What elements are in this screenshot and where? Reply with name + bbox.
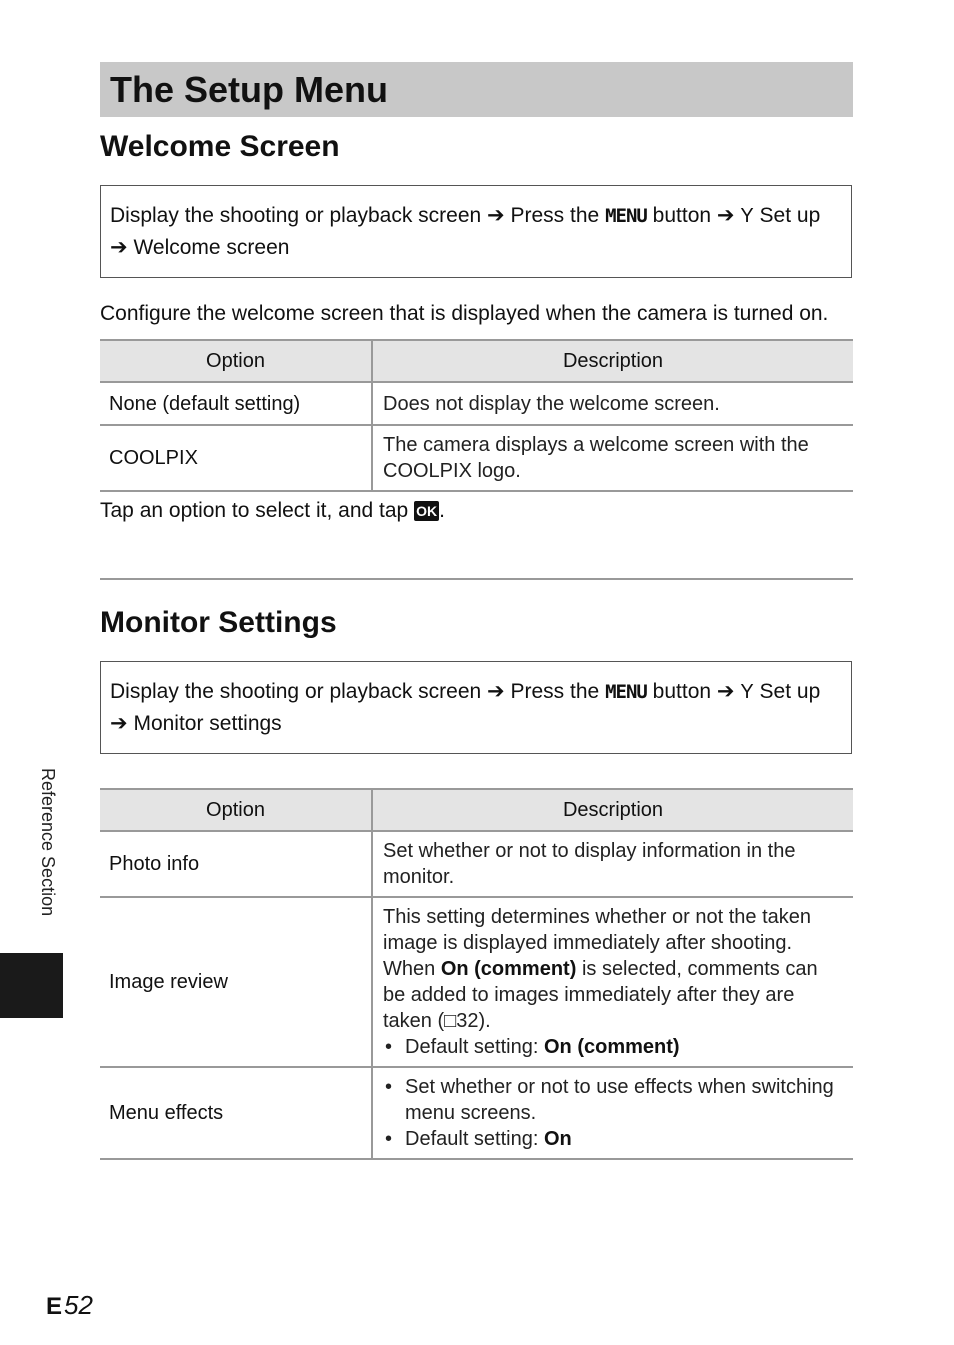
option-cell: Photo info <box>100 831 372 897</box>
monitor-nav-path <box>100 661 852 754</box>
default-list <box>383 1034 844 1060</box>
section-tab-marker <box>0 953 63 1018</box>
option-cell: Menu effects <box>100 1067 372 1159</box>
welcome-intro: Configure the welcome screen that is displayed when the camera is turned on. <box>100 302 829 325</box>
default-value: On <box>543 1128 572 1150</box>
column-header-option: Option <box>100 789 372 831</box>
reference-section-icon: E <box>46 1293 63 1320</box>
table-row <box>100 897 853 1067</box>
desc-text: This setting determines whether or not the taken image is displayed immediately after shooting. When <box>383 906 812 980</box>
description-cell: Does not display the welcome screen. <box>372 382 853 425</box>
nav-text: Set up <box>759 204 821 227</box>
section-divider <box>100 578 853 580</box>
wrench-icon: Y <box>740 681 754 703</box>
arrow-right-icon: ➔ <box>716 204 735 227</box>
welcome-nav-path <box>100 185 852 278</box>
nav-text: Display the shooting or playback screen <box>110 680 482 703</box>
wrench-icon: Y <box>740 205 754 227</box>
description-cell: Set whether or not to display information in the monitor. <box>372 831 853 897</box>
tap-end: . <box>439 499 445 522</box>
column-header-description: Description <box>372 789 853 831</box>
arrow-right-icon: ➔ <box>716 680 735 703</box>
list-item: • Set whether or not to use effects when switching menu screens. <box>405 1074 844 1126</box>
column-header-option: Option <box>100 340 372 382</box>
arrow-right-icon: ➔ <box>487 204 505 227</box>
book-reference-icon: □ <box>444 1010 457 1032</box>
default-label: Default setting: <box>405 1128 539 1150</box>
monitor-settings-heading: Monitor Settings <box>100 606 337 639</box>
menu-button-icon: MENU <box>605 205 647 227</box>
default-value: On (comment) <box>543 1036 680 1058</box>
page-title-bar <box>100 62 853 117</box>
welcome-screen-heading: Welcome Screen <box>100 130 340 163</box>
table-row <box>100 1067 853 1159</box>
desc-text: is selected, comments can be added to images immediately after they are taken ( <box>383 958 818 1032</box>
arrow-right-icon: ➔ <box>110 712 128 735</box>
reference-page[interactable]: 32). <box>456 1010 491 1032</box>
nav-text: button <box>652 680 712 703</box>
description-cell <box>372 897 853 1067</box>
monitor-options-table <box>100 788 853 1160</box>
ok-button-icon: OK <box>416 503 438 519</box>
list-item <box>405 1034 844 1060</box>
table-row <box>100 831 853 897</box>
nav-text: Display the shooting or playback screen <box>110 204 482 227</box>
option-cell: None (default setting) <box>100 382 372 425</box>
list-item <box>405 1126 844 1152</box>
nav-text: Set up <box>759 680 821 703</box>
description-cell: The camera displays a welcome screen with the COOLPIX logo. <box>372 425 853 491</box>
arrow-right-icon: ➔ <box>110 236 128 259</box>
column-header-description: Description <box>372 340 853 382</box>
default-label: Default setting: <box>405 1036 539 1058</box>
side-section-label: Reference Section <box>38 768 58 917</box>
nav-target: Monitor settings <box>133 712 282 735</box>
table-row <box>100 425 853 491</box>
tap-text: Tap an option to select it, and tap <box>100 499 409 522</box>
table-row <box>100 382 853 425</box>
page-title: The Setup Menu <box>110 69 388 110</box>
desc-bold: On (comment) <box>440 958 577 980</box>
menu-button-icon: MENU <box>605 681 647 703</box>
option-cell: Image review <box>100 897 372 1067</box>
nav-text: Press the <box>510 204 600 227</box>
page-number-value: 52 <box>64 1290 93 1320</box>
arrow-right-icon: ➔ <box>487 680 505 703</box>
welcome-tap-instruction <box>100 497 445 525</box>
page-number <box>46 1290 93 1321</box>
nav-text: button <box>652 204 712 227</box>
description-list <box>383 1074 844 1152</box>
nav-target: Welcome screen <box>133 236 290 259</box>
description-cell <box>372 1067 853 1159</box>
option-cell: COOLPIX <box>100 425 372 491</box>
nav-text: Press the <box>510 680 600 703</box>
welcome-options-table <box>100 339 853 492</box>
